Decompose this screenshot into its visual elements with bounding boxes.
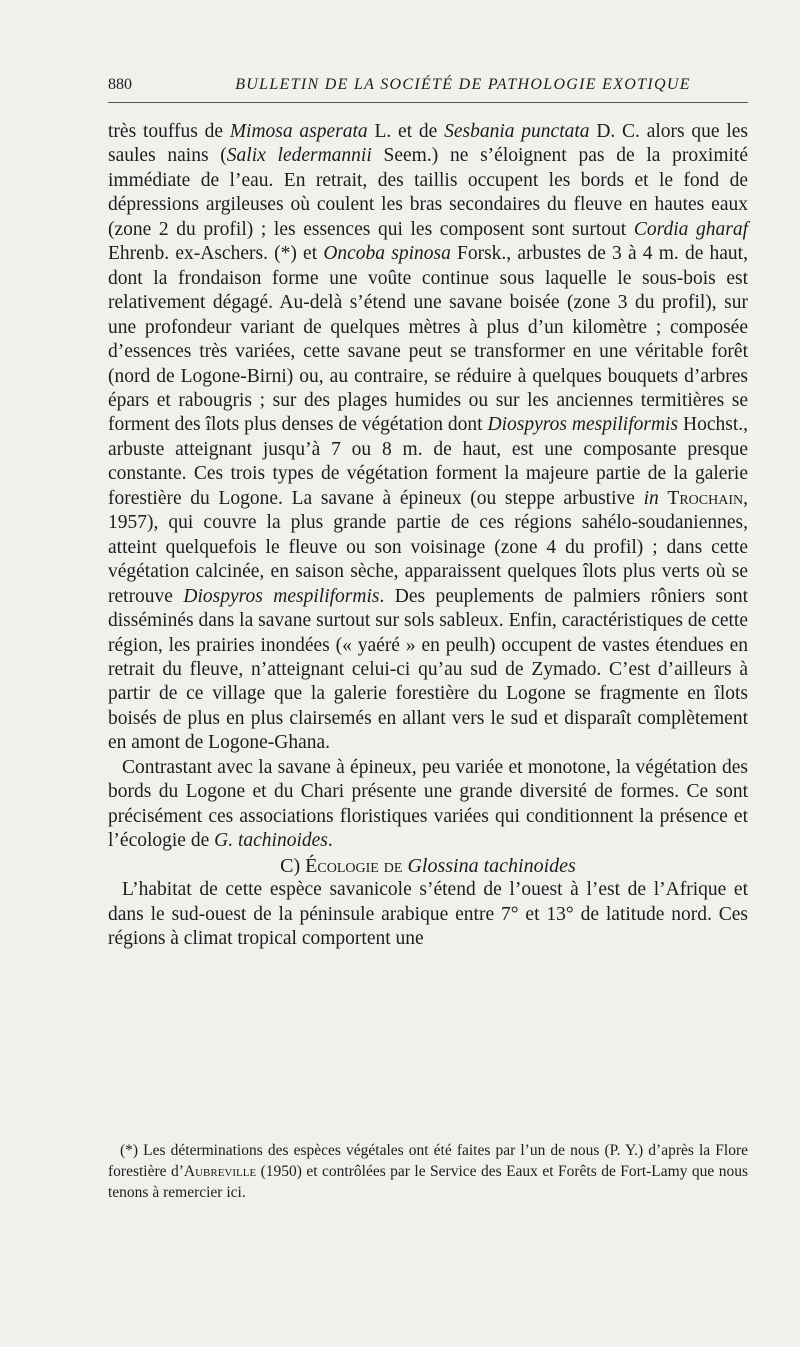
running-header [108,76,748,103]
section-heading: C) Écologie de Glossina tachinoides [280,854,576,877]
footnote [108,1140,748,1203]
footnote-text: (*) Les déterminations des espèces végétales ont été faites par l’un de nous (P. Y.) d’après la Flore forestière d’Aubreville (1950) et contrôlées par le Service des Eaux et Forêts de Fort-Lamy que nous tenons à remercier ici. [108,1142,748,1201]
journal-title: BULLETIN DE LA SOCIÉTÉ DE PATHOLOGIE EXOTIQUE [235,76,691,93]
main-text [108,120,748,951]
paragraph: L’habitat de cette espèce savanicole s’étend de l’ouest à l’est de l’Afrique et dans le sud-ouest de la péninsule arabique entre 7° et 13° de latitude nord. Ces régions à climat tropical comportent une [108,879,748,949]
page-number: 880 [108,76,132,93]
paragraph: très touffus de Mimosa asperata L. et de Sesbania punctata D. C. alors que les saules nains (Salix ledermannii Seem.) ne s’éloignent pas de la proximité immédiate de l’eau. En retrait, des taillis occupent les bords et le fond de dépressions argileuses où coulent les bras secondaires du fleuve en hautes eaux (zone 2 du profil) ; les essences qui les composent sont surtout Cordia gharaf Ehrenb. ex-Aschers. (*) et Oncoba spinosa Forsk., arbustes de 3 à 4 m. de haut, dont la frondaison forme une voûte continue sous laquelle le sous-bois est relativement dégagé. Au-delà s’étend une savane boisée (zone 3 du profil), sur une profondeur variant de quelques mètres à plus d’un kilomètre ; composée d’essences très variées, cette savane peut se transformer en une véritable forêt (nord de Logone-Birni) ou, au contraire, se réduire à quelques bouquets d’arbres épars et rabougris ; sur des plages humides ou sur les anciennes termitières se forment des îlots plus denses de végétation dont Diospyros mespiliformis Hochst., arbuste atteignant jusqu’à 7 ou 8 m. de haut, est une composante presque constante. Ces trois types de végétation forment la majeure partie de la galerie forestière du Logone. La savane à épineux (ou steppe arbustive in Trochain, 1957), qui couvre la plus grande partie de ces régions sahélo-soudaniennes, atteint quelquefois le fleuve ou son voisinage (zone 4 du profil) ; dans cette végétation calcinée, en saison sèche, apparaissent quelques îlots plus verts où se retrouve Diospyros mespiliformis. Des peuplements de palmiers rôniers sont disséminés dans la savane surtout sur sols sableux. Enfin, caractéristiques de cette région, les prairies inondées (« yaéré » en peulh) occupent de vastes étendues en retrait du fleuve, n’atteignant celui-ci qu’au sud de Zymado. C’est d’ailleurs à partir de ce village que la galerie forestière du Logone se fragmente en îlots boisés de plus en plus clairsemés en allant vers le sud et disparaît complètement en amont de Logone-Ghana. [108,121,749,754]
paragraph: Contrastant avec la savane à épineux, peu variée et monotone, la végétation des bords du Logone et du Chari présente une grande diversité de formes. Ce sont précisément ces associations floristiques variées qui conditionnent la présence et l’écologie de G. tachinoides. [108,756,748,852]
